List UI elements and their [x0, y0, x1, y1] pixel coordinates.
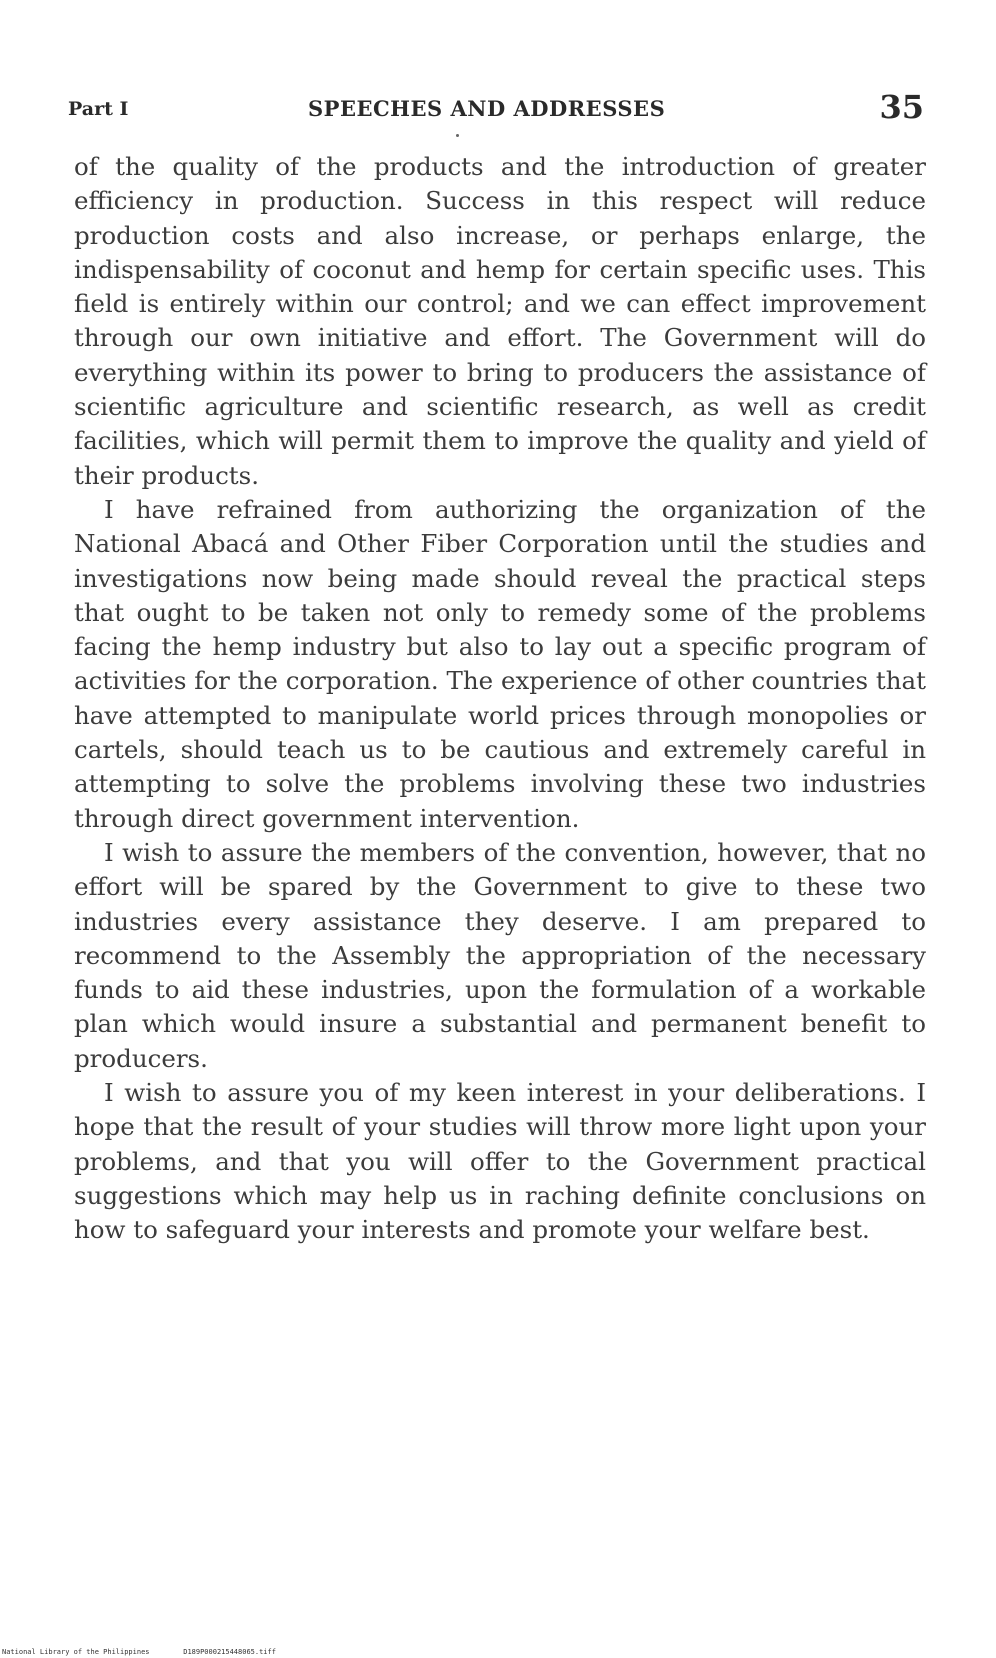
- body-text: [74, 150, 926, 1248]
- paragraph-continued: of the quality of the products and the introduction of greater efficiency in production. Success in this respect will reduce production costs and also increase, or perhaps enlarge, the indispensability of coconut and hemp for certain specific uses. This field is entirely within our control; and we can effect improvement through our own initiative and effort. The Government will do everything within its power to bring to producers the assistance of scientific agriculture and scientific research, as well as credit facilities, which will permit them to improve the quality and yield of their products.: [74, 152, 926, 490]
- part-label: Part I: [68, 98, 129, 120]
- scan-footer: [2, 1648, 276, 1656]
- running-title: SPEECHES AND ADDRESSES: [308, 96, 666, 121]
- paragraph-closing: I wish to assure you of my keen interest in your deliberations. I hope that the result of your studies will throw more light upon your problems, and that you will offer to the Government practical suggestions which may help us in raching definite conclusions on how to safeguard your interests and promote your welfare best.: [74, 1078, 926, 1245]
- paragraph-government-assistance: I wish to assure the members of the convention, however, that no effort will be spared by the Government to give to these two industries every assistance they deserve. I am prepared to recommend to the Assembly the appropriation of the necessary funds to aid these industries, upon the formulation of a workable plan which would insure a substantial and permanent benefit to producers.: [74, 837, 926, 1073]
- footer-source: National Library of the Philippines: [2, 1648, 150, 1656]
- running-head: [68, 88, 924, 128]
- print-speck: [456, 134, 459, 137]
- page-number: 35: [879, 88, 924, 126]
- footer-file: D189P000215448065.tiff: [183, 1648, 276, 1656]
- paragraph-abaca-corporation: I have refrained from authorizing the organization of the National Abacá and Other Fiber Corporation until the studies and investigations now being made should reveal the practical steps that ought to be taken not only to remedy some of the problems facing the hemp industry but also to lay out a specific program of activities for the corporation. The experience of other countries that have attempted to manipulate world prices through monopolies or cartels, should teach us to be cautious and extremely careful in attempting to solve the problems involving these two industries through direct government intervention.: [74, 494, 926, 833]
